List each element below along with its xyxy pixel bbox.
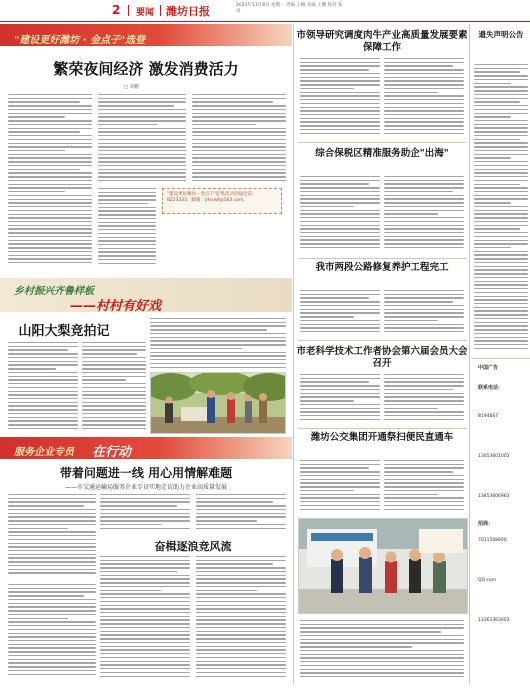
mid-article-1-text-b xyxy=(384,58,464,138)
mid-bottom-text xyxy=(300,620,464,682)
ad-label-3: 招商： xyxy=(478,521,494,527)
mid-divider xyxy=(298,258,466,259)
service-slogan-tail: 在行动 xyxy=(92,445,132,460)
ad-label-1: 中国广告 xyxy=(478,365,499,371)
ad-phone-2: 13653601003 xyxy=(478,454,510,459)
ad-phone-3: 13853606963 xyxy=(478,494,510,499)
feature-text-col2 xyxy=(98,94,186,184)
bus-service-scene xyxy=(299,519,468,614)
service-headline: 带着问题进一线 用心用情解难题 xyxy=(59,466,233,480)
mid-article-3-title: 我市两段公路修复养护工程完工 xyxy=(315,262,449,273)
rural-slogan: 乡村振兴齐鲁样板 xyxy=(14,286,94,297)
hotline-note-text: "建设更好潍坊 · 金点子"征集活动热线电话：8223333，邮箱：jdsswf@163.com。 xyxy=(167,192,257,203)
mid-divider xyxy=(298,142,466,143)
campaign-banner xyxy=(0,24,292,46)
rural-headline: 山阳大梨竞拍记 xyxy=(18,324,110,339)
mid-article-5-text-b xyxy=(384,460,464,516)
masthead-divider xyxy=(160,5,161,16)
mid-article-3-text-a xyxy=(300,290,380,336)
service-subhead: ——市交通运输局服务企业专员实地走访助力企业高质量发展 xyxy=(64,484,227,491)
mid-article-4-text-a xyxy=(300,374,380,424)
mid-article-4-title: 市老科学技术工作者协会第六届会员大会召开 xyxy=(296,346,468,369)
service-text-col4 xyxy=(100,556,190,682)
mid-article-1-title: 市领导研究调度肉牛产业高质量发展要素保障工作 xyxy=(296,30,468,53)
rural-text-col1 xyxy=(8,342,78,434)
mid-article-5-title: 潍坊公交集团开通祭扫便民直通车 xyxy=(310,432,454,443)
page-number: 2 xyxy=(112,3,121,17)
mid-article-5-text-a xyxy=(300,460,380,516)
ad-phone-4: 7011508600 xyxy=(478,538,507,543)
section-name: 要闻 xyxy=(136,8,155,18)
paper-logo: 潍坊日报 xyxy=(166,5,210,18)
ad-label-2: 联系电话： xyxy=(478,385,504,391)
mid-article-3-text-b xyxy=(384,290,464,336)
rural-text-col3 xyxy=(150,318,286,370)
mid-divider xyxy=(298,428,466,429)
ad-phone-5: QQ.com xyxy=(478,578,497,583)
service-second-headline: 奋楫逐浪竞风流 xyxy=(154,540,232,553)
bus-service-photo xyxy=(298,518,468,614)
column-rule xyxy=(293,24,294,684)
mid-article-4-text-b xyxy=(384,374,464,424)
masthead-divider xyxy=(128,5,129,16)
service-text-col6 xyxy=(8,584,96,682)
pear-auction-photo xyxy=(150,372,286,434)
rural-subtitle: ——村村有好戏 xyxy=(70,299,162,314)
notice-title: 遗失声明公告 xyxy=(478,30,524,39)
mid-article-2-title: 综合保税区精准服务助企"出海" xyxy=(315,148,449,159)
mid-article-1-text-a xyxy=(300,58,380,138)
service-banner xyxy=(0,437,292,459)
ad-phone-6: 13363363003 xyxy=(478,618,510,623)
masthead xyxy=(0,0,530,22)
rural-text-col2 xyxy=(82,342,146,434)
service-text-col2 xyxy=(100,494,190,534)
service-text-col5 xyxy=(196,556,286,682)
feature-headline: 繁荣夜间经济 激发消费活力 xyxy=(53,60,239,78)
rural-banner xyxy=(0,278,292,312)
pear-auction-scene xyxy=(151,373,286,434)
campaign-slogan: "建设更好潍坊 · 金点子"选登 xyxy=(14,35,146,46)
ad-phone-1: 8194667 xyxy=(478,414,499,419)
mid-article-2-text-b xyxy=(384,176,464,254)
feature-text-col3 xyxy=(192,94,286,184)
service-text-col3 xyxy=(196,494,286,534)
feature-byline: □ 刘鹏 xyxy=(124,85,139,90)
feature-text-col1 xyxy=(8,94,92,269)
feature-text-col4 xyxy=(98,188,156,269)
service-slogan: 服务企业专员 xyxy=(14,447,74,458)
mid-divider xyxy=(298,340,466,341)
right-divider xyxy=(472,358,530,359)
column-rule xyxy=(469,24,470,684)
hotline-note xyxy=(162,188,282,214)
notice-text xyxy=(474,64,528,354)
mid-article-2-text-a xyxy=(300,176,380,254)
issue-info: 2021年11月8日 星期一 责编 王楠 美编 王鹏 校对 宋涛 xyxy=(236,3,343,14)
service-text-col1 xyxy=(8,494,96,580)
